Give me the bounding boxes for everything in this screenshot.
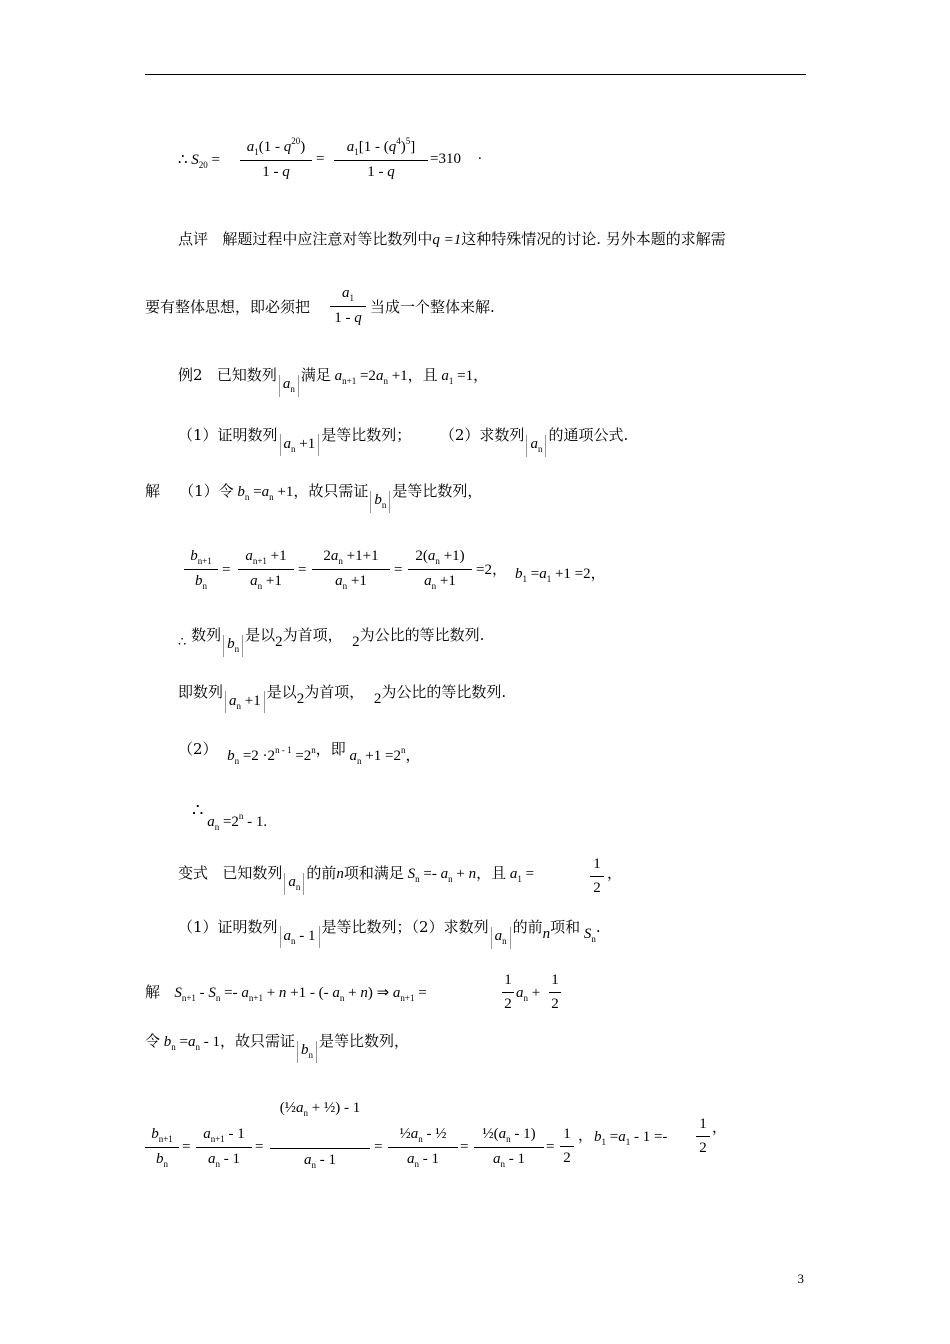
therefore-line-1: ∴ 数列 $b_n$是以2为首项， 2为公比的等比数列. (178, 628, 484, 657)
example2-statement: 例2 已知数列 $a_n$满足 $a_{n+1} =2a_n +1$，且 $a_1 =1$， (178, 368, 488, 397)
fraction-1: $a_1(1 - q^{20})$ 1 - q (240, 136, 312, 181)
comment-line-1: 点评 解题过程中应注意对等比数列中q =1这种特殊情况的讨论. 另外本题的求解需 (178, 230, 726, 248)
result-an: ∴ $a_n =2^n - 1$. (192, 800, 268, 832)
variant-questions: （1）证明数列 $a_n - 1$ 是等比数列；（2）求数列 $a_n$的前n项和 $S_n$. (178, 920, 601, 949)
solution2-line: （2） $b_n =2 \cdot 2^{n - 1} =2^n$，即 $a_n +1 =2^n$， (178, 740, 421, 766)
comment-line-2: 要有整体思想，即必须把 (145, 298, 311, 316)
fraction-neg-half: 1 2 (696, 1116, 710, 1157)
fraction-half-a: 1 2 (502, 972, 514, 1013)
variant-statement: 变式 已知数列 $a_n$的前n项和满足 $S_n =- a_n + n$，且 $a_1$ = (178, 866, 534, 895)
thus-line: 即数列 $a_n +1$ 是以2为首项， 2为公比的等比数列. (178, 683, 507, 711)
fraction-f2: $a_{n+1} - 1$ $a_n - 1$ (196, 1126, 252, 1169)
variant-solution-line: 解 $S_{n+1} - S_n =- a_{n+1} + n +1$ - (- $a_n + n$) ⇒ $a_{n+1}$ = (145, 983, 427, 1003)
example2-questions: （1）证明数列 $a_n +1$ 是等比数列； （2）求数列 $a_n$的通项公式. (178, 428, 628, 457)
fraction-a1-over-1-q: $a_1$ 1 - q (330, 285, 366, 327)
fraction-4: $2(a_n +1)$ $a_n +1$ (408, 548, 472, 591)
solution1-intro: 解 （1）令 $b_n =a_n +1$，故只需证 $b_n$是等比数列， (145, 484, 482, 513)
fraction-one-half: 1 2 (590, 856, 604, 897)
fraction-3: $2a_n +1+1$ $a_n +1$ (312, 548, 390, 591)
fraction-f5: $\frac{1}{2}(a_n - 1)$ $a_n - 1$ (474, 1126, 544, 1169)
fraction-bn1-bn: $b_{n+1}$ $b_n$ (184, 548, 218, 591)
let-line: 令 $b_n =a_n - 1$，故只需证 $b_n$是等比数列， (145, 1034, 409, 1063)
s20-result: =310 (430, 151, 461, 167)
b1-value: $b_1 =a_1 +1 =2$， (515, 566, 606, 584)
fraction-2: $a_{n+1} +1$ $a_n +1$ (238, 548, 294, 591)
header-rule (145, 74, 806, 75)
fraction-2: $a_1[1 - (q^4)^5]$ 1 - q (334, 136, 428, 181)
s20-formula: ∴ $S_{20}$ = (178, 150, 221, 170)
comment-line-2b: 当成一个整体来解. (370, 298, 495, 316)
page-number: 3 (797, 1271, 804, 1286)
fraction-f3: ($\frac{1}{2}a_n$ + ½) - 1 $a_n - 1$ (270, 1100, 370, 1170)
fraction-half-b: 1 2 (549, 972, 561, 1013)
b1-value-2: $b_1 =a_1 - 1$ =- (594, 1129, 668, 1147)
fraction-bn1-bn-2: $b_{n+1}$ $b_n$ (145, 1126, 179, 1169)
fraction-f4: $\frac{1}{2}a_n$ - ½ $a_n - 1$ (388, 1126, 458, 1169)
fraction-f6: 1 2 (560, 1126, 574, 1167)
